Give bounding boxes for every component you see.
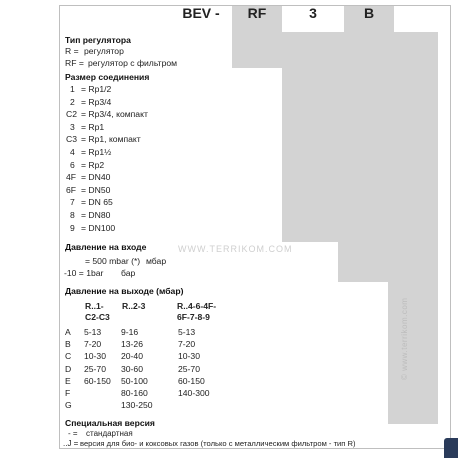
connection-size-code: 8 [70, 210, 75, 220]
connection-size-code: 7 [70, 197, 75, 208]
connection-size-value: = Rp2 [81, 159, 105, 170]
outlet-cell: 9-16 [121, 327, 139, 337]
outlet-row-letter: D [65, 363, 72, 374]
outlet-cell: 80-160 [121, 388, 148, 398]
special-version-code-j: ..J = [63, 439, 79, 448]
outlet-cell: 5-13 [178, 327, 196, 337]
connection-size-value: = DN80 [81, 210, 111, 220]
connection-size-code: 3 [70, 121, 75, 132]
connection-size-value: = DN50 [81, 184, 111, 195]
regulator-type-text-r: регулятор [84, 46, 124, 56]
outlet-cell: 140-300 [178, 388, 210, 398]
inlet-pressure-1bar: -10 = 1bar [64, 268, 104, 278]
outlet-cell: 60-150 [178, 375, 205, 386]
outlet-row-letter: E [65, 375, 71, 386]
outlet-cell: 30-60 [121, 363, 143, 374]
special-version-text-std: стандартная [86, 429, 133, 438]
corner-logo-fragment [444, 438, 458, 458]
outlet-cell: 130-250 [121, 400, 153, 411]
regulator-type-code-rf: RF = [65, 58, 84, 68]
connection-size-value: = Rp1/2 [81, 84, 112, 94]
special-version-title: Специальная версия [65, 418, 155, 428]
outlet-cell: 7-20 [84, 339, 102, 350]
outlet-cell: 20-40 [121, 351, 143, 362]
watermark-center: WWW.TERRIKOM.COM [178, 244, 293, 254]
outlet-cell: 13-26 [121, 339, 143, 350]
connection-size-value: = Rp1 [81, 121, 105, 132]
connection-size-code: 1 [70, 84, 75, 94]
outlet-cell: 60-150 [84, 375, 111, 386]
connection-size-value: = DN100 [81, 222, 116, 233]
bracket-outlet [388, 32, 438, 424]
regulator-type-code-r: R = [65, 46, 79, 56]
connection-size-code: 4 [70, 147, 75, 157]
outlet-col-header-1-line2: C2-C3 [85, 312, 110, 322]
connection-size-code: 6F [66, 184, 77, 195]
special-version-code-std: - = [68, 429, 78, 438]
outlet-col-header-1-line1: R..1- [85, 301, 104, 311]
connection-size-value: = DN40 [81, 172, 111, 183]
outlet-cell: 5-13 [84, 327, 102, 337]
connection-size-title: Размер соединения [65, 72, 150, 82]
outlet-cell: 25-70 [84, 363, 106, 374]
inlet-pressure-1bar-unit: бар [121, 268, 136, 278]
inlet-pressure-title: Давление на входе [65, 242, 147, 252]
connection-size-code: 6 [70, 159, 75, 170]
outlet-row-letter: C [65, 351, 72, 362]
code-part-type: RF [247, 5, 267, 21]
inlet-pressure-500: = 500 mbar (*) [85, 256, 141, 266]
code-part-pressure: B [363, 5, 375, 21]
outlet-pressure-title: Давление на выходе (мбар) [65, 286, 184, 296]
section-bg-outlet [60, 282, 388, 424]
outlet-row-letter: A [65, 327, 71, 337]
bracket-rf [232, 32, 282, 68]
outlet-cell: 10-30 [84, 351, 106, 362]
connection-size-code: 4F [66, 172, 77, 183]
outlet-row-letter: F [65, 388, 71, 398]
outlet-cell: 50-100 [121, 375, 148, 386]
connection-size-value: = Rp1½ [81, 147, 112, 157]
regulator-type-text-rf: регулятор с фильтром [88, 58, 178, 68]
outlet-row-letter: G [65, 400, 72, 411]
outlet-cell: 25-70 [178, 363, 200, 374]
regulator-type-title: Тип регулятора [65, 35, 131, 45]
outlet-col-header-2: R..2-3 [122, 301, 146, 311]
connection-size-code: 2 [70, 96, 75, 107]
connection-size-value: = Rp1, компакт [81, 134, 141, 145]
watermark-side: © www.terrikom.com [400, 297, 409, 380]
special-version-text-j: версия для био- и коксовых газов (только с металлическим фильтром - тип R) [80, 439, 356, 448]
outlet-col-header-3-line1: R..4-6-4F- [177, 301, 217, 311]
outlet-col-header-3-line2: 6F-7-8-9 [177, 312, 210, 322]
bracket-size [282, 32, 338, 242]
connection-size-code: 9 [70, 222, 75, 233]
inlet-pressure-500-unit: мбар [146, 256, 167, 266]
code-part-size: 3 [309, 5, 317, 21]
connection-size-code: C2 [66, 109, 77, 120]
outlet-cell: 10-30 [178, 351, 200, 362]
connection-size-value: = DN 65 [81, 197, 113, 208]
connection-size-value: = Rp3/4 [81, 96, 112, 107]
outlet-row-letter: B [65, 339, 71, 350]
bracket-inlet [338, 32, 388, 282]
connection-size-value: = Rp3/4, компакт [81, 109, 148, 120]
outlet-cell: 7-20 [178, 339, 196, 350]
code-part-bev: BEV - [182, 5, 220, 21]
connection-size-code: C3 [66, 134, 77, 145]
